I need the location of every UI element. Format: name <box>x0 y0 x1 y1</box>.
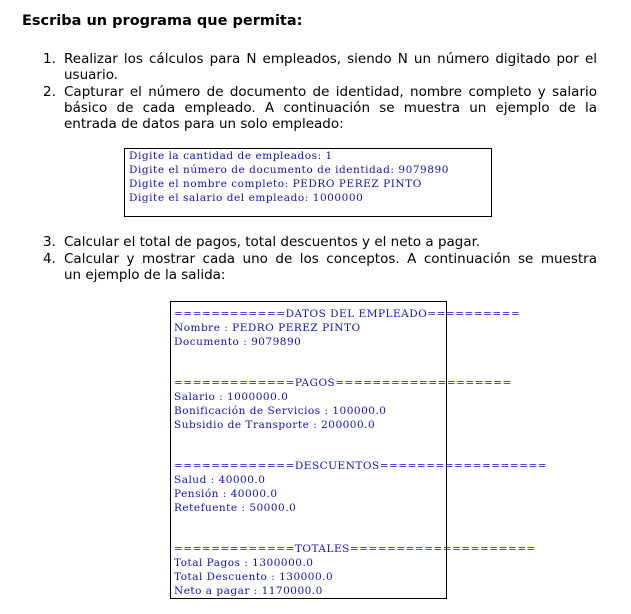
list-item-1 <box>43 51 598 83</box>
item-text-line: básico de cada empleado. A continuación se muestra un ejemplo de la <box>64 100 597 116</box>
output-example-box <box>170 301 548 599</box>
console-line: Neto a pagar : 1170000.0 <box>174 585 323 597</box>
item-text-line: Realizar los cálculos para N empleados, siendo N un número digitado por el <box>64 51 597 67</box>
item-text-line: Capturar el número de documento de identidad, nombre completo y salario <box>64 84 597 100</box>
console-line: Digite la cantidad de empleados: 1 <box>129 150 333 162</box>
console-line: Total Descuento : 130000.0 <box>174 571 334 583</box>
section-header-descuentos: =============DESCUENTOS================== <box>174 460 548 472</box>
section-header-pagos: =============PAGOS=================== <box>174 377 512 389</box>
list-item-2 <box>43 84 598 132</box>
item-text <box>64 84 597 132</box>
item-number: 3. <box>43 234 56 250</box>
item-text <box>64 234 597 250</box>
item-text-line: un ejemplo de la salida: <box>64 267 226 283</box>
item-number: 2. <box>43 84 56 100</box>
console-line: Bonificación de Servicios : 100000.0 <box>174 405 387 417</box>
console-line: Documento : 9079890 <box>174 336 302 348</box>
item-number: 4. <box>43 251 56 267</box>
item-text <box>64 51 597 83</box>
section-header-totales: =============TOTALES==================== <box>174 543 536 555</box>
console-line: Salud : 40000.0 <box>174 474 266 486</box>
item-text-line: entrada de datos para un solo empleado: <box>64 116 344 132</box>
console-line: Subsidio de Transporte : 200000.0 <box>174 419 376 431</box>
input-example-box <box>124 148 492 217</box>
item-text-line: usuario. <box>64 67 119 83</box>
console-line: Retefuente : 50000.0 <box>174 502 297 514</box>
item-text <box>64 251 597 283</box>
console-line: Salario : 1000000.0 <box>174 391 289 403</box>
console-line: Digite el salario del empleado: 1000000 <box>129 192 364 204</box>
item-text-line: Calcular y mostrar cada uno de los conceptos. A continuación se muestra <box>64 251 597 267</box>
list-item-4 <box>43 251 598 283</box>
exercise-title: Escriba un programa que permita: <box>22 13 303 29</box>
section-header-datos: ============DATOS DEL EMPLEADO========== <box>174 308 521 320</box>
console-line: Pensión : 40000.0 <box>174 488 278 500</box>
item-number: 1. <box>43 51 56 67</box>
console-line: Nombre : PEDRO PEREZ PINTO <box>174 322 361 334</box>
item-text-line: Calcular el total de pagos, total descuentos y el neto a pagar. <box>64 234 481 250</box>
console-line: Total Pagos : 1300000.0 <box>174 557 314 569</box>
console-line: Digite el número de documento de identidad: 9079890 <box>129 164 449 176</box>
list-item-3 <box>43 234 598 250</box>
console-line: Digite el nombre completo: PEDRO PEREZ PINTO <box>129 178 422 190</box>
